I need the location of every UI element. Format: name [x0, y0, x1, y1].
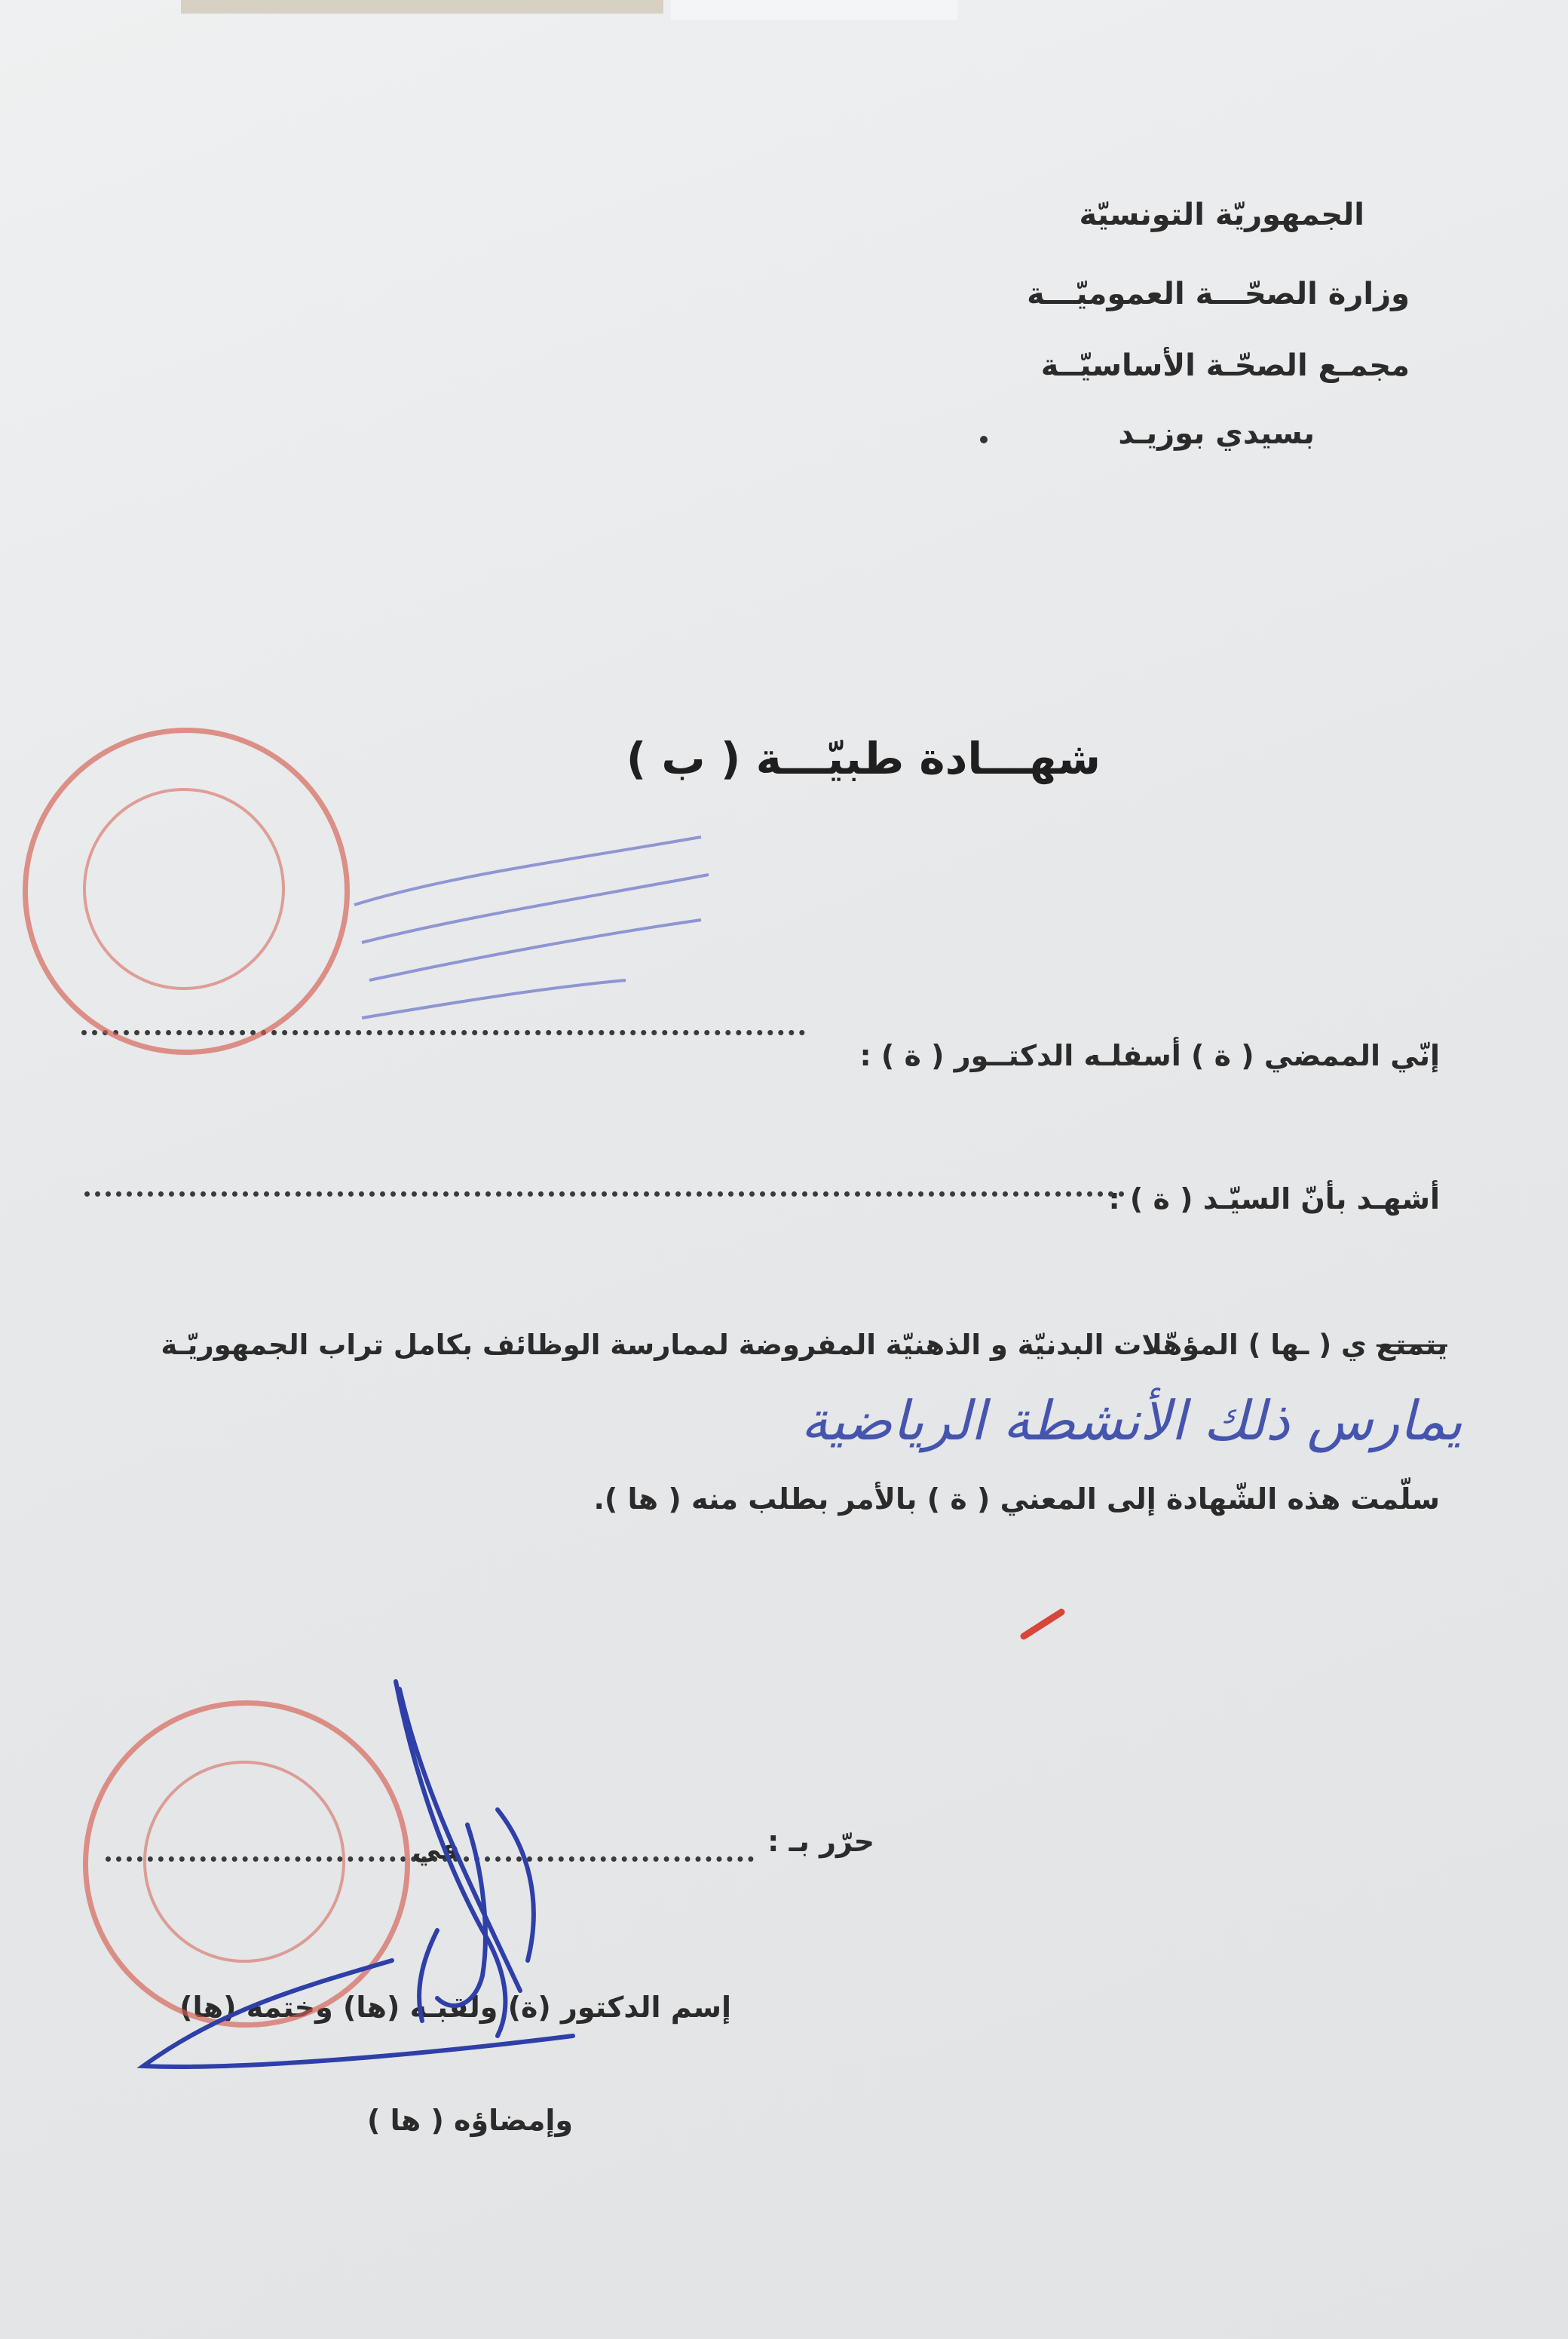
issued-sentence: سلّمت هذه الشّهادة إلى المعني ( ة ) بالأمر بطلب منه ( ها ).: [593, 1482, 1440, 1516]
person-label: أشهـد بأنّ السيّـد ( ة ) :: [1108, 1182, 1440, 1215]
blue-doctor-stamp: [354, 837, 709, 1018]
written-at-label: حرّر بـ :: [767, 1825, 874, 1858]
signature-label: وإمضاؤه ( ها ): [367, 2104, 573, 2137]
struck-word: يتمتع: [1376, 1329, 1447, 1361]
red-pen-mark: [1024, 1612, 1061, 1636]
header-health-complex: مجمـع الصحّـة الأساسيّــة: [1040, 348, 1410, 383]
doctor-name-label: إسم الدكتور (ة) ولقبـه (ها) وختمه (ها): [179, 1991, 731, 2024]
header-city: بسيدي بوزيـد: [1118, 416, 1315, 451]
handwritten-note: يمارس ذلك الأنشطة الرياضية: [801, 1389, 1462, 1452]
ink-dot: [980, 436, 988, 443]
header-ministry: وزارة الصحّـــة العموميّـــة: [1027, 277, 1410, 311]
doctor-label: إنّي الممضي ( ة ) أسفلـه الدكتــور ( ة ) :: [859, 1039, 1440, 1072]
page-title: شهـــادة طبيّـــة ( ب ): [626, 733, 1101, 784]
header-republic: الجمهوريّة التونسيّة: [1079, 198, 1364, 232]
written-on-label: في: [412, 1832, 460, 1865]
qualifications-text: ي ( ـها ) المؤهّلات البدنيّة و الذهنيّة المفروضة لممارسة الوظائف بكامل تراب الجمهوريّـة: [161, 1329, 1367, 1361]
pen-signature: [143, 1681, 573, 2067]
